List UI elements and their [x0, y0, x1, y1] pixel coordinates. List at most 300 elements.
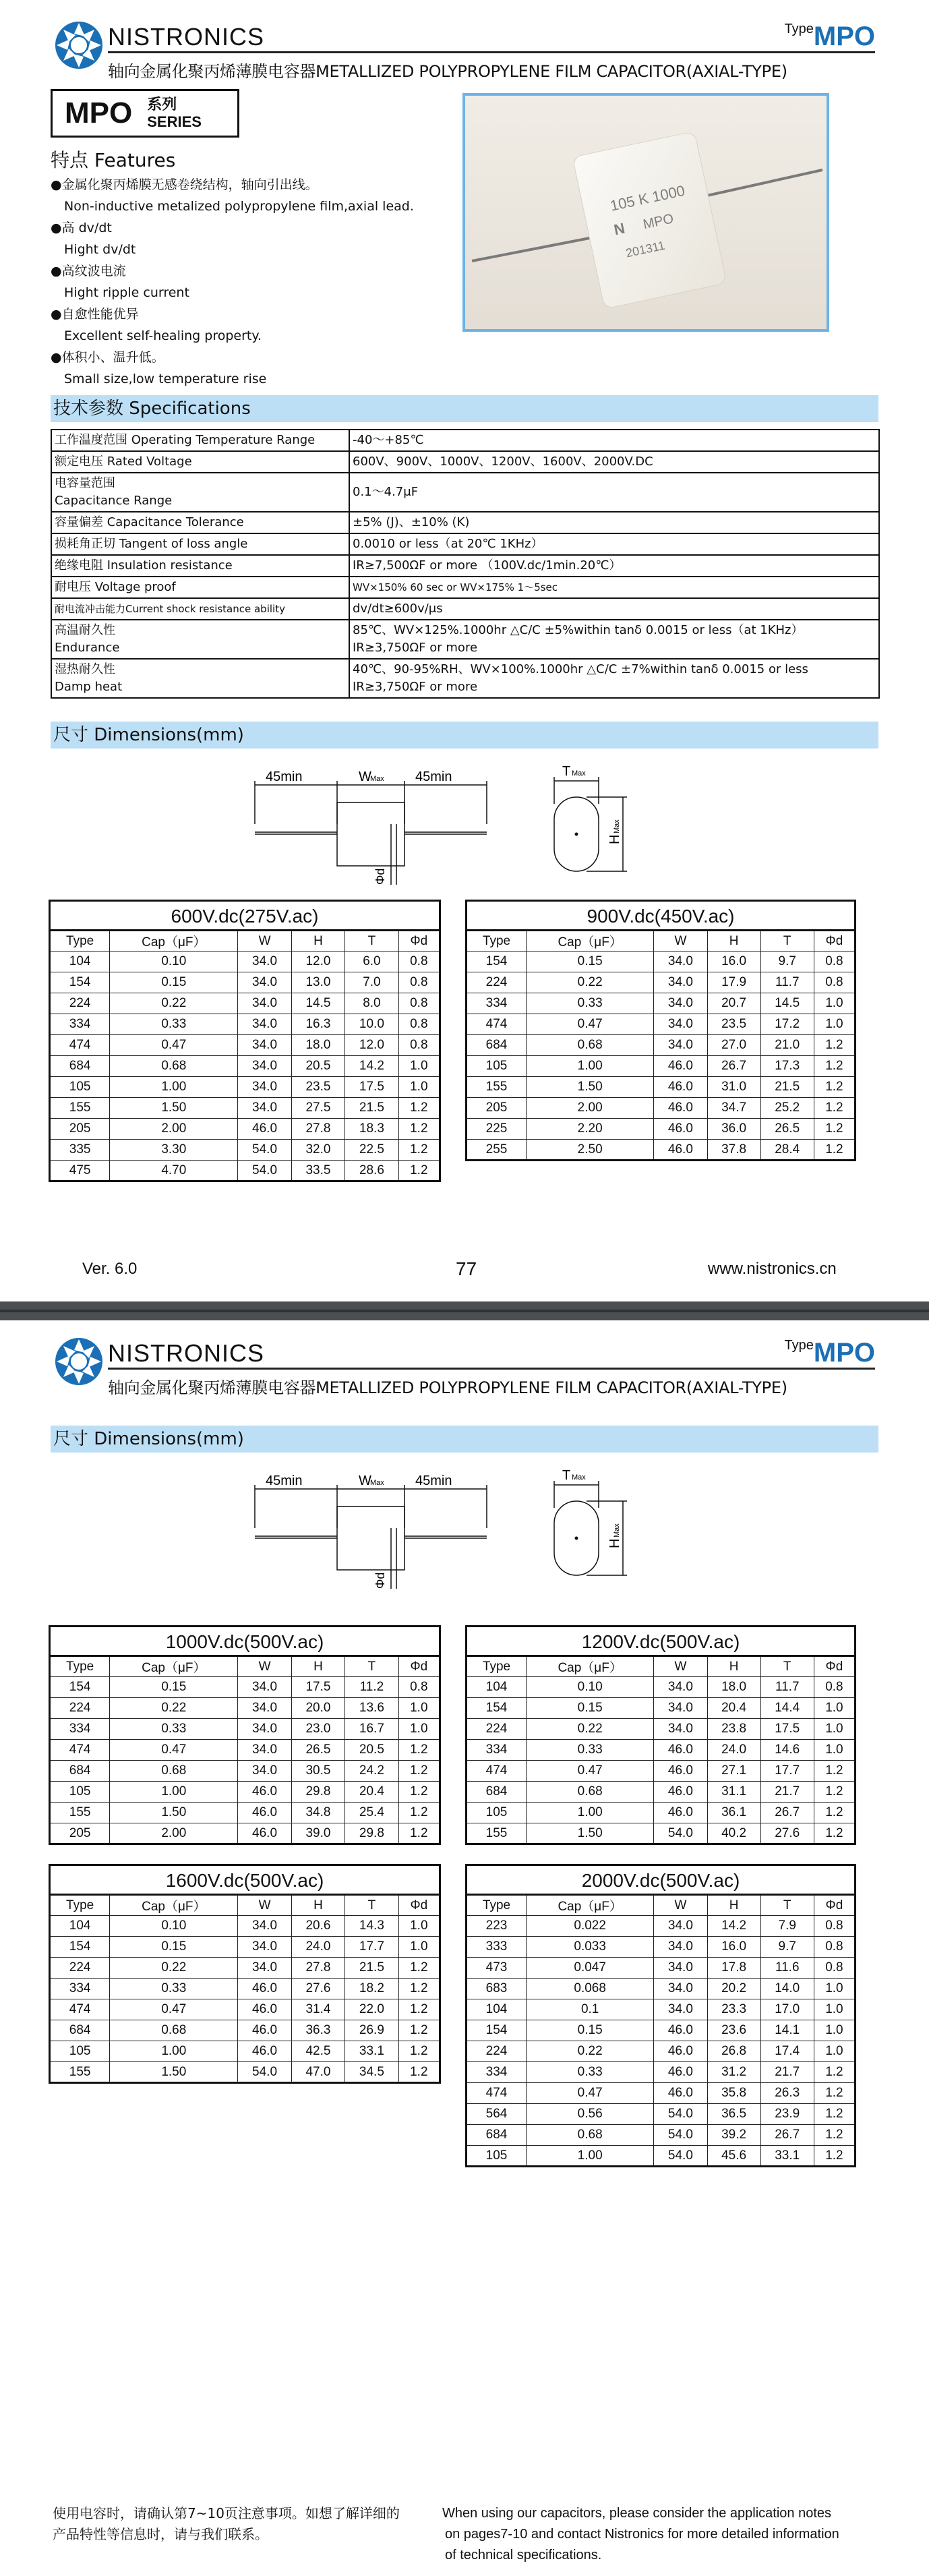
table-cell: 9.7 — [760, 1937, 814, 1958]
table-cell: 34.0 — [654, 1916, 707, 1937]
table-cell: 474 — [467, 2083, 527, 2104]
table-cell: 1.2 — [398, 2020, 440, 2041]
table-cell: 46.0 — [238, 1119, 291, 1140]
table-cell: 34.0 — [238, 1698, 291, 1719]
table-cell: 31.0 — [707, 1077, 760, 1098]
table-cell: 17.8 — [707, 1958, 760, 1979]
table-cell: 684 — [467, 1035, 527, 1056]
table-cell: 0.8 — [398, 993, 440, 1014]
table-cell: 155 — [467, 1077, 527, 1098]
table-cell: 20.5 — [345, 1740, 398, 1761]
table-cell: 1.2 — [398, 1782, 440, 1803]
table-cell: 4.70 — [110, 1161, 238, 1181]
lead-diameter-label: Φd — [373, 868, 387, 885]
table-cell: 0.33 — [110, 1979, 238, 1999]
table-cell: 0.15 — [527, 952, 654, 972]
table-cell: 16.7 — [345, 1719, 398, 1740]
table-cell: 30.5 — [291, 1761, 344, 1782]
spec-row — [51, 555, 879, 577]
table-cell: 34.0 — [238, 1677, 291, 1698]
table-header-row — [50, 1656, 440, 1677]
spec-key: 损耗角正切 Tangent of loss angle — [51, 533, 349, 555]
table-cell: 1.0 — [398, 1056, 440, 1077]
table-cell: 20.2 — [707, 1979, 760, 1999]
table-cell: 474 — [50, 1999, 110, 2020]
dimensions-heading: 尺寸 Dimensions(mm) — [51, 722, 878, 749]
table-row — [467, 1761, 856, 1782]
table-cell: 14.3 — [345, 1916, 398, 1937]
feature-item — [51, 347, 442, 390]
table-row — [50, 2020, 440, 2041]
table-cell: 31.2 — [707, 2062, 760, 2083]
table-cell: 21.5 — [345, 1098, 398, 1119]
table-cell: 14.2 — [345, 1056, 398, 1077]
table-row — [467, 2062, 856, 2083]
table-cell: 20.4 — [345, 1782, 398, 1803]
column-header: H — [291, 1656, 344, 1677]
table-cell: 0.8 — [814, 972, 855, 993]
column-header: H — [291, 931, 344, 952]
table-cell: 1.0 — [398, 1077, 440, 1098]
table-cell: 34.0 — [238, 1098, 291, 1119]
column-header: Type — [50, 1895, 110, 1916]
table-cell: 1.2 — [814, 1803, 855, 1823]
table-cell: 26.5 — [291, 1740, 344, 1761]
table-cell: 154 — [50, 972, 110, 993]
table-cell: 20.4 — [707, 1698, 760, 1719]
table-row — [50, 1077, 440, 1098]
table-cell: 1.2 — [398, 1803, 440, 1823]
column-header: H — [707, 1656, 760, 1677]
table-cell: 0.8 — [814, 1958, 855, 1979]
table-cell: 54.0 — [238, 1140, 291, 1161]
column-header: W — [238, 1656, 291, 1677]
dimension-drawing — [249, 1461, 667, 1596]
table-cell: 154 — [50, 1677, 110, 1698]
table-cell: 46.0 — [654, 2083, 707, 2104]
table-row — [50, 993, 440, 1014]
table-cell: 34.0 — [238, 1077, 291, 1098]
table-row — [467, 1979, 856, 1999]
thickness-max-label: Max — [572, 769, 586, 778]
column-header: Type — [50, 1656, 110, 1677]
table-cell: 104 — [467, 1999, 527, 2020]
table-cell: 1.2 — [814, 1782, 855, 1803]
table-cell: 34.0 — [654, 1719, 707, 1740]
table-cell: 1.0 — [814, 1740, 855, 1761]
type-name: MPO — [813, 1338, 875, 1368]
table-row — [50, 2062, 440, 2083]
table-cell: 1.2 — [814, 2146, 855, 2167]
table-cell: 34.0 — [238, 1056, 291, 1077]
table-cell: 1.2 — [814, 1056, 855, 1077]
table-cell: 21.7 — [760, 2062, 814, 2083]
table-cell: 23.3 — [707, 1999, 760, 2020]
table-cell: 23.8 — [707, 1719, 760, 1740]
table-cell: 14.4 — [760, 1698, 814, 1719]
table-cell: 34.0 — [238, 1958, 291, 1979]
table-cell: 11.7 — [760, 972, 814, 993]
feature-cn: ●自愈性能优异 — [51, 307, 139, 322]
spec-key: 耐电流冲击能力Current shock resistance ability — [51, 598, 349, 620]
note-cn-line: 产品特性等信息时，请与我们联系。 — [53, 2526, 268, 2542]
table-cell: 155 — [50, 1803, 110, 1823]
table-row — [467, 2125, 856, 2146]
table-cell: 20.0 — [291, 1698, 344, 1719]
thickness-label: T — [562, 764, 571, 779]
table-cell: 104 — [50, 952, 110, 972]
column-header: T — [345, 1656, 398, 1677]
table-cell: 34.0 — [238, 952, 291, 972]
table-cell: 474 — [50, 1035, 110, 1056]
table-cell: 54.0 — [654, 1823, 707, 1844]
table-cell: 29.8 — [345, 1823, 398, 1844]
spec-row — [51, 430, 879, 451]
table-cell: 1.50 — [527, 1077, 654, 1098]
table-cell: 20.7 — [707, 993, 760, 1014]
table-cell: 224 — [50, 1698, 110, 1719]
table-row — [50, 1677, 440, 1698]
page-header — [0, 0, 929, 84]
capacitor-body — [337, 802, 404, 866]
table-cell: 223 — [467, 1916, 527, 1937]
table-row — [467, 1677, 856, 1698]
table-cell: 684 — [467, 1782, 527, 1803]
table-cell: 684 — [50, 1056, 110, 1077]
table-cell: 25.2 — [760, 1098, 814, 1119]
table-cell: 26.7 — [760, 2125, 814, 2146]
table-row — [467, 1056, 856, 1077]
table-cell: 27.6 — [760, 1823, 814, 1844]
table-cell: 14.1 — [760, 2020, 814, 2041]
column-header: Cap（μF） — [110, 1656, 238, 1677]
table-cell: 1.2 — [814, 1823, 855, 1844]
table-cell: 205 — [50, 1823, 110, 1844]
table-cell: 45.6 — [707, 2146, 760, 2167]
spec-row — [51, 451, 879, 473]
table-cell: 1.2 — [398, 1161, 440, 1181]
end-view-lead — [575, 833, 578, 836]
table-row — [467, 2146, 856, 2167]
header-rule — [108, 51, 875, 53]
table-cell: 0.15 — [110, 972, 238, 993]
table-cell: 46.0 — [654, 2062, 707, 2083]
table-cell: 17.2 — [760, 1014, 814, 1035]
series-cn: 系列 — [147, 96, 177, 113]
table-cell: 1.50 — [110, 2062, 238, 2083]
column-header: W — [654, 1656, 707, 1677]
column-header: Type — [467, 1895, 527, 1916]
table-title: 1600V.dc(500V.ac) — [49, 1864, 441, 1894]
table-cell: 21.7 — [760, 1782, 814, 1803]
table-cell: 1.2 — [398, 1140, 440, 1161]
table-cell: 24.2 — [345, 1761, 398, 1782]
table-cell: 33.5 — [291, 1161, 344, 1181]
table-cell: 29.8 — [291, 1782, 344, 1803]
table-row — [50, 1098, 440, 1119]
spec-row — [51, 598, 879, 620]
column-header: Φd — [398, 1656, 440, 1677]
table-cell: 28.6 — [345, 1161, 398, 1181]
page-header — [0, 1316, 929, 1401]
spec-key: 工作温度范围 Operating Temperature Range — [51, 430, 349, 451]
spec-value: IR≥7,500ΩF or more （100V.dc/1min.20℃） — [349, 555, 879, 577]
table-row — [467, 1098, 856, 1119]
table-cell: 34.0 — [238, 1035, 291, 1056]
table-cell: 0.68 — [527, 1782, 654, 1803]
table-cell: 42.5 — [291, 2041, 344, 2062]
table-row — [467, 2083, 856, 2104]
table-cell: 0.047 — [527, 1958, 654, 1979]
table-cell: 34.0 — [654, 1979, 707, 1999]
table-cell: 27.8 — [291, 1119, 344, 1140]
table-cell: 16.3 — [291, 1014, 344, 1035]
series-name: MPO — [65, 96, 133, 129]
table-cell: 1.0 — [814, 2041, 855, 2062]
end-view-lead — [575, 1537, 578, 1540]
table-cell: 54.0 — [654, 2146, 707, 2167]
table-cell: 46.0 — [238, 1803, 291, 1823]
width-max-label: Max — [370, 775, 384, 783]
table-cell: 34.7 — [707, 1098, 760, 1119]
table-cell: 0.47 — [527, 1014, 654, 1035]
table-cell: 23.5 — [291, 1077, 344, 1098]
table-cell: 1.0 — [814, 1719, 855, 1740]
table-cell: 1.2 — [398, 1098, 440, 1119]
table-cell: 104 — [50, 1916, 110, 1937]
table-cell: 0.8 — [398, 972, 440, 993]
table-cell: 34.8 — [291, 1803, 344, 1823]
table-cell: 0.10 — [110, 952, 238, 972]
table-cell: 225 — [467, 1119, 527, 1140]
table-cell: 1.00 — [110, 1782, 238, 1803]
table-row — [467, 1937, 856, 1958]
table-cell: 34.5 — [345, 2062, 398, 2083]
type-prefix: Type — [784, 1338, 814, 1353]
spec-row — [51, 512, 879, 533]
table-cell: 34.0 — [238, 1719, 291, 1740]
feature-en: Non-inductive metalized polypropylene film,axial lead. — [64, 199, 414, 214]
table-cell: 36.5 — [707, 2104, 760, 2125]
table-cell: 34.0 — [238, 1014, 291, 1035]
height-label: H — [607, 834, 622, 844]
note-en-line: on pages7-10 and contact Nistronics for more detailed information — [445, 2527, 839, 2542]
table-row — [50, 952, 440, 972]
table-cell: 1.2 — [398, 1999, 440, 2020]
table-cell: 12.0 — [345, 1035, 398, 1056]
table-cell: 0.22 — [527, 1719, 654, 1740]
table-cell: 46.0 — [654, 1098, 707, 1119]
lead-length-label: 45min — [266, 769, 303, 784]
table-cell: 23.5 — [707, 1014, 760, 1035]
column-header: H — [291, 1895, 344, 1916]
type-prefix: Type — [784, 22, 814, 36]
table-cell: 1.2 — [814, 1761, 855, 1782]
table-row — [50, 1056, 440, 1077]
width-max-label: Max — [370, 1479, 384, 1487]
table-cell: 17.5 — [345, 1077, 398, 1098]
feature-cn: ●高 dv/dt — [51, 221, 112, 235]
column-header: H — [707, 931, 760, 952]
spec-value: dv/dt≥600v/μs — [349, 598, 879, 620]
table-cell: 46.0 — [654, 1140, 707, 1161]
table-cell: 46.0 — [238, 2041, 291, 2062]
table-cell: 34.0 — [654, 1958, 707, 1979]
column-header: Cap（μF） — [527, 1656, 654, 1677]
table-cell: 1.00 — [527, 1803, 654, 1823]
table-cell: 14.2 — [707, 1916, 760, 1937]
column-header: Φd — [398, 931, 440, 952]
table-cell: 34.0 — [654, 993, 707, 1014]
table-cell: 6.0 — [345, 952, 398, 972]
table-cell: 14.6 — [760, 1740, 814, 1761]
table-row — [50, 1782, 440, 1803]
table-cell: 34.0 — [654, 1937, 707, 1958]
dimensions-heading: 尺寸 Dimensions(mm) — [51, 1426, 878, 1453]
table-cell: 23.0 — [291, 1719, 344, 1740]
features-list — [51, 174, 442, 390]
type-label — [785, 22, 875, 52]
table-cell: 0.1 — [527, 1999, 654, 2020]
table-cell: 46.0 — [654, 2020, 707, 2041]
table-cell: 474 — [50, 1740, 110, 1761]
table-header-row — [467, 1656, 856, 1677]
column-header: T — [760, 931, 814, 952]
table-cell: 0.8 — [398, 1677, 440, 1698]
table-cell: 24.0 — [707, 1740, 760, 1761]
table-cell: 34.0 — [654, 1999, 707, 2020]
table-cell: 1.2 — [814, 2062, 855, 2083]
table-cell: 54.0 — [238, 2062, 291, 2083]
table-row — [50, 1698, 440, 1719]
table-row — [467, 1916, 856, 1937]
table-cell: 10.0 — [345, 1014, 398, 1035]
type-name: MPO — [813, 22, 875, 51]
table-cell: 7.9 — [760, 1916, 814, 1937]
type-label — [785, 1338, 875, 1368]
table-row — [50, 1719, 440, 1740]
table-cell: 0.8 — [814, 1937, 855, 1958]
table-row — [467, 1698, 856, 1719]
photo-marking-3: 201311 — [624, 238, 667, 260]
table-title: 2000V.dc(500V.ac) — [465, 1864, 856, 1894]
table-cell: 1.00 — [527, 1056, 654, 1077]
spec-value: 0.0010 or less（at 20℃ 1KHz） — [349, 533, 879, 555]
table-cell: 224 — [50, 1958, 110, 1979]
table-cell: 34.0 — [654, 1698, 707, 1719]
table-cell: 104 — [467, 1677, 527, 1698]
table-cell: 37.8 — [707, 1140, 760, 1161]
spec-key: 高温耐久性 Endurance — [51, 620, 349, 659]
table-row — [50, 1958, 440, 1979]
feature-en: Excellent self-healing property. — [64, 328, 262, 343]
table-cell: 1.50 — [527, 1823, 654, 1844]
table-cell: 46.0 — [238, 2020, 291, 2041]
feature-en: Hight ripple current — [64, 285, 189, 300]
table-cell: 105 — [50, 1782, 110, 1803]
table-cell: 2.00 — [110, 1119, 238, 1140]
header-rule — [108, 1368, 875, 1370]
table-cell: 36.1 — [707, 1803, 760, 1823]
table-cell: 46.0 — [238, 1999, 291, 2020]
table-cell: 27.0 — [707, 1035, 760, 1056]
usage-note-en — [442, 2503, 839, 2566]
table-cell: 0.68 — [527, 2125, 654, 2146]
table-cell: 0.10 — [110, 1916, 238, 1937]
height-max-label: Max — [613, 819, 621, 833]
table-cell: 21.5 — [760, 1077, 814, 1098]
table-cell: 0.68 — [527, 1035, 654, 1056]
table-cell: 0.22 — [110, 1698, 238, 1719]
table-row — [467, 1035, 856, 1056]
table-cell: 27.5 — [291, 1098, 344, 1119]
table-cell: 684 — [50, 1761, 110, 1782]
spec-row — [51, 620, 879, 659]
table-cell: 1.2 — [398, 1119, 440, 1140]
table-cell: 1.0 — [814, 1979, 855, 1999]
table-cell: 334 — [50, 1719, 110, 1740]
spec-value: WV×150% 60 sec or WV×175% 1～5sec — [349, 577, 879, 598]
table-cell: 54.0 — [654, 2104, 707, 2125]
table-row — [50, 1119, 440, 1140]
table-cell: 0.22 — [527, 972, 654, 993]
table-cell: 0.8 — [398, 1035, 440, 1056]
table-cell: 0.15 — [527, 1698, 654, 1719]
brand-name: NISTRONICS — [108, 23, 265, 51]
table-cell: 224 — [467, 972, 527, 993]
table-cell: 34.0 — [654, 1014, 707, 1035]
feature-en: Small size,low temperature rise — [64, 372, 267, 386]
table-row — [467, 972, 856, 993]
table-cell: 0.10 — [527, 1677, 654, 1698]
table-cell: 11.6 — [760, 1958, 814, 1979]
table-cell: 334 — [467, 2062, 527, 2083]
table-cell: 11.7 — [760, 1677, 814, 1698]
table-cell: 23.9 — [760, 2104, 814, 2125]
width-label: W — [359, 1473, 371, 1488]
table-cell: 1.2 — [814, 1140, 855, 1161]
feature-item — [51, 260, 442, 303]
table-cell: 17.0 — [760, 1999, 814, 2020]
table-row — [50, 2041, 440, 2062]
table-cell: 16.0 — [707, 1937, 760, 1958]
table-cell: 333 — [467, 1937, 527, 1958]
table-row — [467, 1782, 856, 1803]
features-heading: 特点 Features — [51, 149, 176, 171]
table-row — [467, 1140, 856, 1161]
table-cell: 474 — [467, 1761, 527, 1782]
table-row — [467, 1740, 856, 1761]
table-cell: 20.5 — [291, 1056, 344, 1077]
feature-cn: ●高纹波电流 — [51, 264, 126, 279]
table-cell: 13.0 — [291, 972, 344, 993]
feature-item — [51, 174, 442, 217]
table-cell: 0.33 — [527, 2062, 654, 2083]
table-cell: 34.0 — [654, 952, 707, 972]
table-cell: 26.9 — [345, 2020, 398, 2041]
table-cell: 684 — [467, 2125, 527, 2146]
spec-key: 绝缘电阻 Insulation resistance — [51, 555, 349, 577]
spec-value: 0.1～4.7μF — [349, 473, 879, 512]
table-cell: 21.0 — [760, 1035, 814, 1056]
table-cell: 105 — [50, 1077, 110, 1098]
table-cell: 1.0 — [398, 1937, 440, 1958]
brand-name: NISTRONICS — [108, 1339, 265, 1367]
footer-version: Ver. 6.0 — [82, 1260, 138, 1278]
table-cell: 18.3 — [345, 1119, 398, 1140]
table-row — [50, 1161, 440, 1181]
height-label: H — [607, 1538, 622, 1548]
